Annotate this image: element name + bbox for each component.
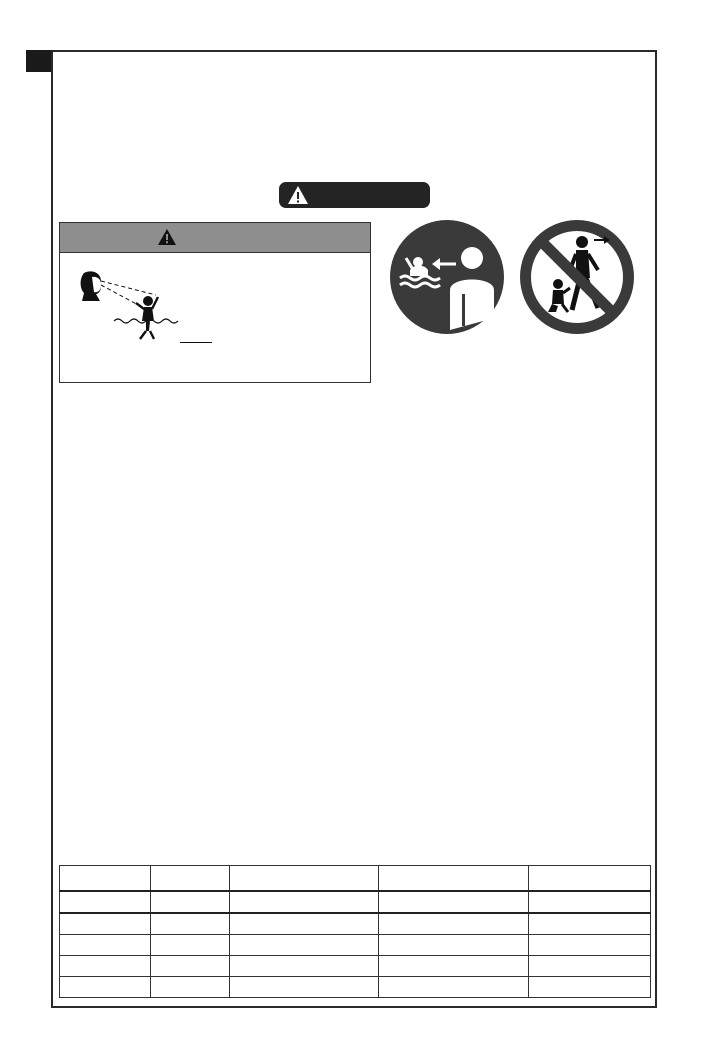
- table-header-cell: [151, 866, 230, 892]
- table-row: [60, 956, 651, 977]
- table-cell: [60, 891, 151, 913]
- table-header-cell: [529, 866, 651, 892]
- supervise-children-in-water-icon: [388, 218, 506, 336]
- table-header-cell: [379, 866, 529, 892]
- table-cell: [529, 891, 651, 913]
- table-cell: [529, 935, 651, 956]
- do-not-leave-children-unattended-icon: [518, 218, 636, 336]
- table-row: [60, 935, 651, 956]
- table-cell: [529, 956, 651, 977]
- table-cell: [529, 977, 651, 998]
- table-cell: [379, 891, 529, 913]
- table-header-cell: [60, 866, 151, 892]
- table-cell: [60, 913, 151, 935]
- table-cell: [230, 956, 379, 977]
- emphasis-underline: [180, 342, 212, 343]
- warning-triangle-icon: [157, 228, 177, 246]
- warning-box-header: [60, 223, 370, 253]
- table-row: [60, 891, 651, 913]
- table-cell: [230, 977, 379, 998]
- table-cell: [60, 956, 151, 977]
- warning-banner: [279, 182, 430, 208]
- supervision-illustration: [74, 267, 194, 345]
- table-cell: [60, 935, 151, 956]
- table-cell: [151, 935, 230, 956]
- table-row: [60, 913, 651, 935]
- specification-table: [59, 865, 651, 998]
- table-cell: [230, 891, 379, 913]
- table-cell: [379, 935, 529, 956]
- table-cell: [151, 977, 230, 998]
- table-cell: [151, 913, 230, 935]
- table-cell: [60, 977, 151, 998]
- table-header-cell: [230, 866, 379, 892]
- table-cell: [379, 913, 529, 935]
- table-cell: [529, 913, 651, 935]
- table-row: [60, 977, 651, 998]
- table-cell: [379, 977, 529, 998]
- table-cell: [151, 891, 230, 913]
- warning-box: [59, 222, 371, 383]
- table-cell: [151, 956, 230, 977]
- table-cell: [379, 956, 529, 977]
- warning-triangle-icon: [287, 185, 309, 205]
- table-cell: [230, 935, 379, 956]
- section-marker: [26, 50, 52, 72]
- table-cell: [230, 913, 379, 935]
- table-header-row: [60, 866, 651, 892]
